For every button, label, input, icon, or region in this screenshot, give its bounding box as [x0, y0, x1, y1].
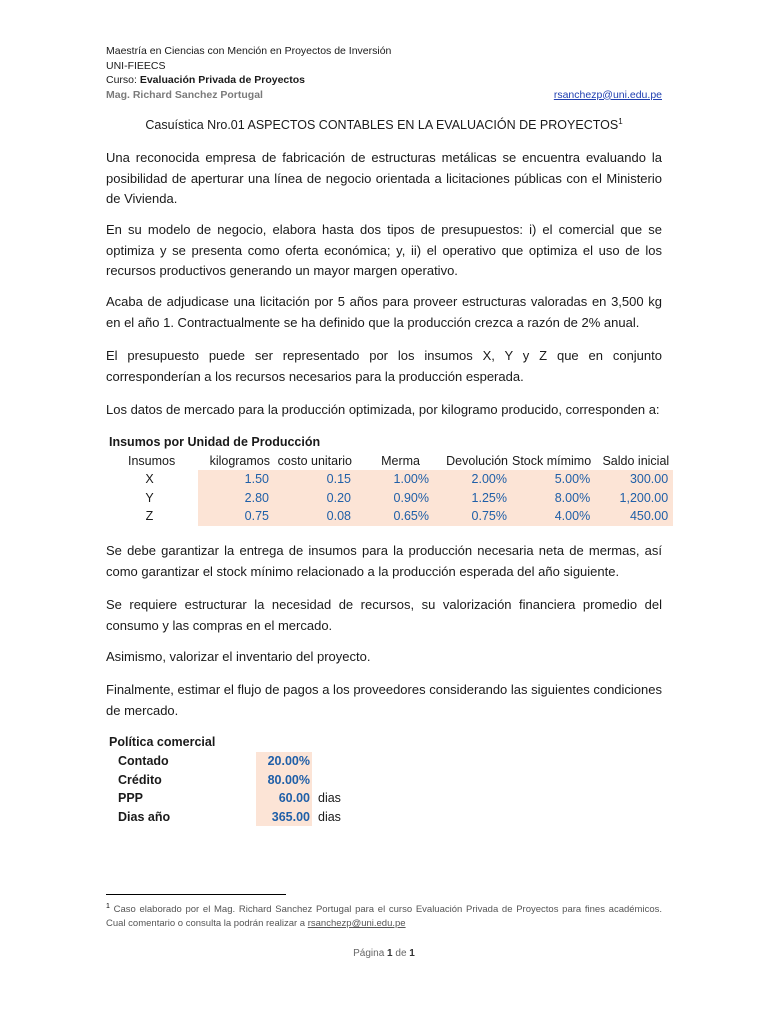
- policy-value-cell: 60.00: [256, 789, 312, 808]
- policy-table-title: Política comercial: [109, 735, 216, 749]
- return-cell: 1.25%: [434, 489, 512, 508]
- initial-balance-cell: 450.00: [595, 507, 673, 526]
- page-of: de: [392, 948, 410, 959]
- policy-value-cell: 20.00%: [256, 752, 312, 771]
- course-prefix: Curso:: [106, 74, 140, 86]
- unit-cost-cell: 0.20: [274, 489, 356, 508]
- table-row: [106, 507, 673, 526]
- document-header: [106, 44, 662, 102]
- unit-cost-cell: 0.08: [274, 507, 356, 526]
- table-row: [106, 470, 673, 489]
- paragraph-1: Una reconocida empresa de fabricación de estructuras metálicas se encuentra evaluando la posibilidad de aperturar una línea de negocio orientada a licitaciones públicas con el Ministerio de Vivienda.: [106, 150, 662, 206]
- footnote: [106, 900, 662, 931]
- min-stock-cell: 5.00%: [512, 470, 595, 489]
- inputs-table-header-row: [106, 452, 673, 470]
- initial-balance-cell: 1,200.00: [595, 489, 673, 508]
- kilograms-cell: 0.75: [198, 507, 274, 526]
- policy-name-cell: Dias año: [118, 809, 171, 824]
- column-header: Insumos: [128, 454, 176, 468]
- paragraph-2: En su modelo de negocio, elabora hasta dos tipos de presupuestos: i) el comercial que se optimiza y se presenta como oferta económica; y, ii) el operativo que optimiza el uso de los recursos productivos generando un mayor margen operativo.: [106, 222, 662, 278]
- footnote-email-link[interactable]: rsanchezp@uni.edu.pe: [307, 918, 406, 930]
- program-name: Maestría en Ciencias con Mención en Proyectos de Inversión: [106, 45, 392, 57]
- title-prefix: Casuística Nro.01: [145, 118, 248, 133]
- policy-unit-cell: dias: [318, 809, 341, 824]
- course-name: Evaluación Privada de Proyectos: [139, 74, 305, 86]
- table-row: [106, 489, 673, 508]
- return-cell: 0.75%: [434, 507, 512, 526]
- paragraph-4: El presupuesto puede ser representado por los insumos X, Y y Z que en conjunto corresponderían a los recursos necesarios para la producción esperada.: [106, 348, 662, 384]
- input-name-cell: Z: [145, 509, 154, 524]
- faculty-name: UNI-FIEECS: [106, 59, 166, 72]
- column-header: costo unitario: [277, 454, 352, 468]
- table-row: [110, 752, 341, 771]
- table-row: [110, 789, 341, 808]
- policy-value-cell: 365.00: [256, 808, 312, 827]
- policy-name-cell: Crédito: [118, 772, 162, 787]
- course-line: [106, 73, 662, 88]
- paragraph-3: Acaba de adjudicase una licitación por 5 años para proveer estructuras valoradas en 3,500 kg en el año 1. Contractualmente se ha definido que la producción crezca a razón de 2% anual.: [106, 294, 662, 330]
- initial-balance-cell: 300.00: [595, 470, 673, 489]
- paragraph-8: Asimismo, valorizar el inventario del proyecto.: [106, 649, 371, 664]
- author-row: [106, 88, 662, 103]
- column-header: Merma: [381, 454, 420, 468]
- footnote-divider: [106, 894, 286, 895]
- paragraph-6: Se debe garantizar la entrega de insumos para la producción necesaria neta de mermas, así como garantizar el stock mínimo relacionado a la producción esperada del año siguiente.: [106, 543, 662, 579]
- column-header: Saldo inicial: [602, 454, 670, 468]
- header-email-link[interactable]: rsanchezp@uni.edu.pe: [553, 88, 662, 101]
- page-total: 1: [409, 948, 415, 959]
- input-name-cell: Y: [145, 490, 154, 505]
- page-word: Página: [353, 948, 388, 959]
- return-cell: 2.00%: [434, 470, 512, 489]
- document-title: [106, 117, 662, 132]
- footnote-number: 1: [106, 903, 110, 910]
- policy-value-cell: 80.00%: [256, 771, 312, 790]
- paragraph-5: Los datos de mercado para la producción optimizada, por kilogramo producido, corresponden a:: [106, 402, 660, 417]
- kilograms-cell: 2.80: [198, 489, 274, 508]
- waste-cell: 1.00%: [356, 470, 434, 489]
- paragraph-9: Finalmente, estimar el flujo de pagos a los proveedores considerando las siguientes condiciones de mercado.: [106, 682, 662, 718]
- unit-cost-cell: 0.15: [274, 470, 356, 489]
- page-number: [0, 948, 768, 959]
- page-current: 1: [387, 948, 393, 959]
- policy-name-cell: PPP: [118, 791, 144, 806]
- title-footnote-ref: 1: [618, 117, 623, 126]
- waste-cell: 0.65%: [356, 507, 434, 526]
- policy-name-cell: Contado: [118, 754, 169, 769]
- policy-unit-cell: [312, 771, 341, 790]
- table-row: [110, 771, 341, 790]
- table-row: [110, 808, 341, 827]
- policy-unit-cell: [312, 752, 341, 771]
- paragraph-7: Se requiere estructurar la necesidad de recursos, su valorización financiera promedio del consumo y las compras en el mercado.: [106, 597, 662, 633]
- professor-name: Mag. Richard Sanchez Portugal: [106, 88, 263, 101]
- waste-cell: 0.90%: [356, 489, 434, 508]
- min-stock-cell: 4.00%: [512, 507, 595, 526]
- inputs-table: [106, 452, 673, 526]
- column-header: Stock mímimo: [512, 454, 592, 468]
- kilograms-cell: 1.50: [198, 470, 274, 489]
- column-header: Devolución: [446, 454, 508, 468]
- min-stock-cell: 8.00%: [512, 489, 595, 508]
- title-main: ASPECTOS CONTABLES EN LA EVALUACIÓN DE PROYECTOS: [247, 118, 619, 133]
- column-header: kilogramos: [209, 454, 270, 468]
- inputs-table-title: Insumos por Unidad de Producción: [109, 435, 321, 449]
- footnote-text: Caso elaborado por el Mag. Richard Sanchez Portugal para el curso Evaluación Privada de Proyectos para fines académicos. Cual comentario o consulta la podrán realizar a: [106, 904, 662, 930]
- input-name-cell: X: [145, 472, 154, 487]
- policy-table: [110, 752, 341, 826]
- policy-unit-cell: dias: [318, 791, 341, 806]
